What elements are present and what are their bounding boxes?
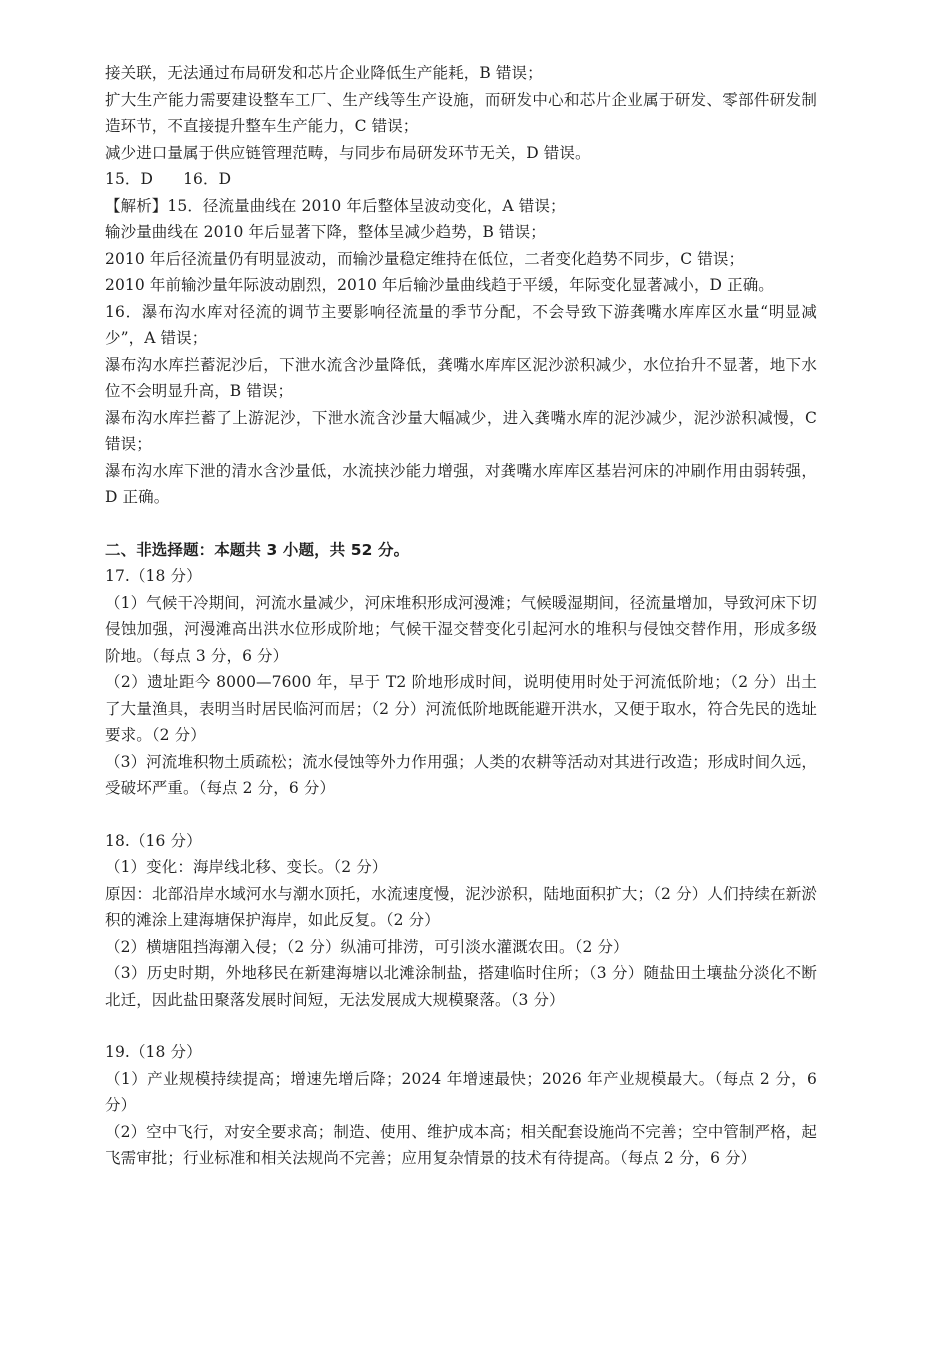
analysis-15-b: 输沙量曲线在 2010 年后显著下降，整体呈减少趋势，B 错误； xyxy=(105,223,546,241)
answer-key-page xyxy=(105,60,817,1172)
answer-15: 15．D xyxy=(105,170,154,188)
analysis-16-c: 瀑布沟水库拦蓄了上游泥沙，下泄水流含沙量大幅减少，进入龚嘴水库的泥沙减少，泥沙淤积减慢，C 错误； xyxy=(105,408,817,453)
question-18-part-1: （1）变化：海岸线北移、变长。（2 分） xyxy=(105,858,388,876)
analysis-15-a: 【解析】15．径流量曲线在 2010 年后整体呈波动变化，A 错误； xyxy=(105,196,566,215)
spacer xyxy=(105,802,817,828)
answers-15-16 xyxy=(105,166,817,193)
question-19-part-1: （1）产业规模持续提高；增速先增后降；2024 年增速最快；2026 年产业规模最大。（每点 2 分，6 分） xyxy=(105,1069,817,1114)
question-18-part-2: （2）横塘阻挡海潮入侵；（2 分）纵浦可排涝，可引淡水灌溉农田。（2 分） xyxy=(105,937,629,956)
question-17-title: 17.（18 分） xyxy=(105,567,202,585)
analysis-16-b: 瀑布沟水库拦蓄泥沙后，下泄水流含沙量降低，龚嘴水库库区泥沙淤积减少，水位抬升不显著，地下水位不会明显升高，B 错误； xyxy=(105,355,817,400)
spacer xyxy=(105,1013,817,1039)
analysis-16-d: 瀑布沟水库下泄的清水含沙量低，水流挟沙能力增强，对龚嘴水库库区基岩河床的冲刷作用由弱转强，D 正确。 xyxy=(105,461,817,506)
paragraph-mcq-tail-1: 接关联，无法通过布局研发和芯片企业降低生产能耗，B 错误； xyxy=(105,64,543,82)
question-18-title: 18.（16 分） xyxy=(105,831,202,850)
section-heading: 二、非选择题：本题共 3 小题，共 52 分。 xyxy=(105,540,410,559)
analysis-15-d: 2010 年前输沙量年际波动剧烈，2010 年后输沙量曲线趋于平缓，年际变化显著减小，D 正确。 xyxy=(105,276,774,294)
analysis-15-c: 2010 年后径流量仍有明显波动，而输沙量稳定维持在低位，二者变化趋势不同步，C 错误； xyxy=(105,249,745,268)
question-19-title: 19.（18 分） xyxy=(105,1043,202,1061)
question-18-reason: 原因：北部沿岸水域河水与潮水顶托，水流速度慢，泥沙淤积，陆地面积扩大；（2 分）人们持续在新淤积的滩涂上建海塘保护海岸，如此反复。（2 分） xyxy=(105,884,817,929)
question-17-part-2: （2）遗址距今 8000—7600 年，早于 T2 阶地形成时间，说明使用时处于河流低阶地；（2 分）出土了大量渔具，表明当时居民临河而居；（2 分）河流低阶地既能避开洪水，又便于取水，符合先民的选址要求。（2 分） xyxy=(105,673,817,744)
question-19-part-2: （2）空中飞行，对安全要求高；制造、使用、维护成本高；相关配套设施尚不完善；空中管制严格，起飞需审批；行业标准和相关法规尚不完善；应用复杂情景的技术有待提高。（每点 2 分，6 分） xyxy=(105,1122,817,1167)
paragraph-mcq-tail-3: 减少进口量属于供应链管理范畴，与同步布局研发环节无关，D 错误。 xyxy=(105,143,591,162)
question-18-part-3: （3）历史时期，外地移民在新建海塘以北滩涂制盐，搭建临时住所；（3 分）随盐田土壤盐分淡化不断北迁，因此盐田聚落发展时间短，无法发展成大规模聚落。（3 分） xyxy=(105,964,817,1009)
paragraph-mcq-tail-2: 扩大生产能力需要建设整车工厂、生产线等生产设施，而研发中心和芯片企业属于研发、零部件研发制造环节，不直接提升整车生产能力，C 错误； xyxy=(105,90,817,135)
spacer xyxy=(105,511,817,537)
analysis-16-a: 16．瀑布沟水库对径流的调节主要影响径流量的季节分配，不会导致下游龚嘴水库库区水量“明显减少”，A 错误； xyxy=(105,302,817,347)
question-17-part-3: （3）河流堆积物土质疏松；流水侵蚀等外力作用强；人类的农耕等活动对其进行改造；形成时间久远，受破坏严重。（每点 2 分，6 分） xyxy=(105,752,817,797)
answer-16: 16．D xyxy=(183,170,232,188)
question-17-part-1: （1）气候干冷期间，河流水量减少，河床堆积形成河漫滩；气候暖湿期间，径流量增加，导致河床下切侵蚀加强，河漫滩高出洪水位形成阶地；气候干湿交替变化引起河水的堆积与侵蚀交替作用，形成多级阶地。（每点 3 分，6 分） xyxy=(105,593,817,665)
